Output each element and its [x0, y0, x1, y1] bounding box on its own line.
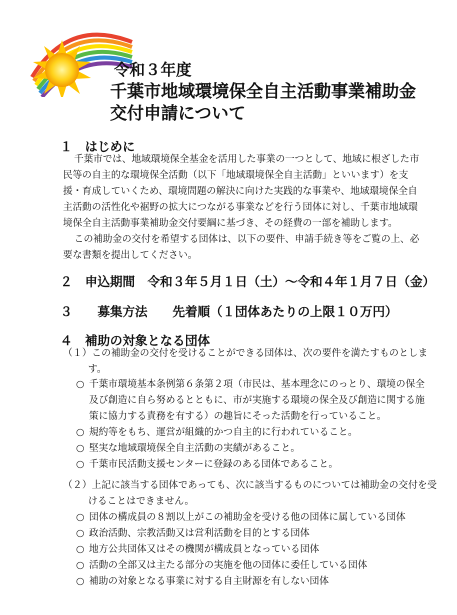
intro-line: 要な書類を提出してください。	[63, 250, 198, 261]
requirement-item	[76, 441, 300, 457]
circle-bullet-icon: ○	[76, 576, 85, 587]
circle-bullet-icon: ○	[76, 379, 85, 390]
circle-bullet-icon: ○	[76, 544, 85, 555]
exclusion-text: 団体の構成員の８割以上がこの補助金を受ける他の団体に属している団体	[89, 512, 406, 523]
exclusion-text: 政治活動、宗教活動又は営利活動を目的とする団体	[89, 528, 310, 539]
requirement-item	[76, 377, 425, 393]
exclusion-text: 補助の対象となる事業に対する自主財源を有しない団体	[89, 576, 329, 587]
exclusion-item	[76, 542, 319, 558]
section-4-heading: ４ 補助の対象となる団体	[60, 333, 211, 348]
requirement-text: 千葉市民活動支援センターに登録のある団体であること。	[89, 459, 339, 470]
intro-line: 援・育成していくため、環境問題の解決に向けた実践的な事業や、地域環境保全自	[63, 186, 418, 197]
section-3-heading: ３ 募集方法 先着順（１団体あたりの上限１０万円）	[60, 304, 398, 319]
intro-line: 主活動の活性化や裾野の拡大につながる事業などを行う団体に対し、千葉市地域環	[63, 202, 418, 213]
exclusion-item	[76, 574, 329, 590]
requirement-continuation: 策に協力する責務を有する）の趣旨にそった活動を行っていること。	[89, 411, 387, 422]
exclusion-item	[76, 526, 310, 542]
section-2-heading: ２ 申込期間 令和３年５月１日（土）～令和４年１月７日（金）	[60, 274, 436, 289]
circle-bullet-icon: ○	[76, 459, 85, 470]
intro-line: 民等の自主的な環境保全活動（以下「地域環境保全自主活動」といいます）を支	[63, 170, 409, 181]
title-line-3: 交付申請について	[110, 104, 246, 124]
requirement-text: 堅実な地域環境保全自主活動の実績があること。	[89, 443, 301, 454]
intro-line: この補助金の交付を希望する団体は、以下の要件、申請手続き等をご覧の上、必	[74, 234, 420, 245]
exclusion-item	[76, 558, 367, 574]
circle-bullet-icon: ○	[76, 512, 85, 523]
condition-intro-line: （１）この補助金の交付を受けることができる団体は、次の要件を満たすものとしま	[63, 348, 428, 359]
requirement-item	[76, 457, 338, 473]
requirement-continuation: 及び創造に自ら努めるとともに、市が実施する環境の保全及び創造に関する施	[89, 395, 425, 406]
circle-bullet-icon: ○	[76, 560, 85, 571]
condition-intro-line: す。	[88, 364, 107, 375]
title-line-1: 令和３年度	[114, 61, 192, 79]
exclusion-intro-line: けることはできません。	[88, 496, 195, 507]
exclusion-text: 活動の全部又は主たる部分の実施を他の団体に委任している団体	[89, 560, 368, 571]
section-1-heading: １ はじめに	[60, 139, 136, 154]
requirement-text: 規約等をもち、運営が組織的かつ自主的に行われていること。	[89, 427, 358, 438]
circle-bullet-icon: ○	[76, 427, 85, 438]
circle-bullet-icon: ○	[76, 528, 85, 539]
intro-line: 千葉市では、地域環境保全基金を活用した事業の一つとして、地域に根ざした市	[74, 154, 420, 165]
exclusion-item	[76, 510, 406, 526]
exclusion-text: 地方公共団体又はその機関が構成員となっている団体	[89, 544, 320, 555]
exclusion-intro-line: （２）上記に該当する団体であっても、次に該当するものについては補助金の交付を受	[63, 480, 437, 491]
intro-line: 境保全自主活動事業補助金交付要綱に基づき、その経費の一部を補助します。	[63, 218, 398, 229]
title-line-2: 千葉市地域環境保全自主活動事業補助金	[110, 82, 416, 102]
requirement-text: 千葉市環境基本条例第６条第２項（市民は、基本理念にのっとり、環境の保全	[89, 379, 425, 390]
circle-bullet-icon: ○	[76, 443, 85, 454]
requirement-item	[76, 425, 358, 441]
